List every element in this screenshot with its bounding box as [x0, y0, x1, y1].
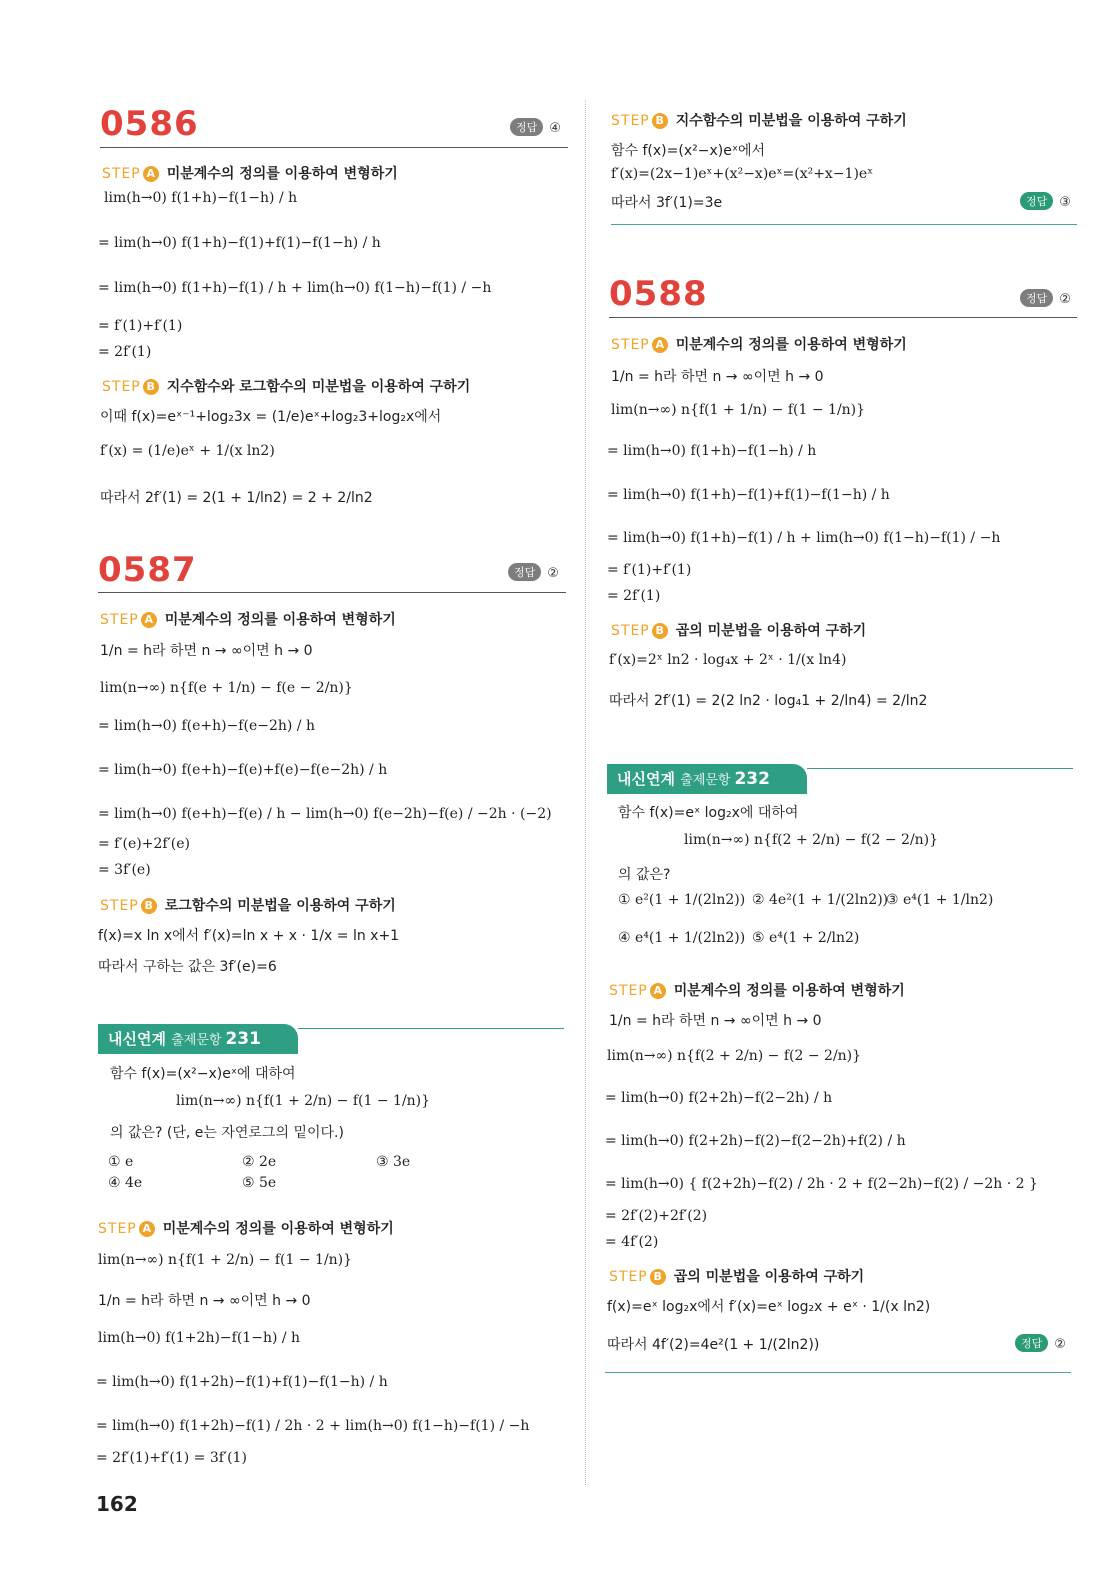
problem-number-0588: 0588	[609, 274, 708, 314]
math-line: f′(x) = (1/e)eˣ + 1/(x ln2)	[100, 443, 275, 459]
math-line: = lim(h→0) f(2+2h)−f(2)−f(2−2h)+f(2) / h	[605, 1133, 906, 1149]
math-line: = lim(h→0) f(e+h)−f(e) / h − lim(h→0) f(e−2h)−f(e) / −2h · (−2)	[98, 806, 552, 822]
section-end-rule	[605, 1372, 1071, 1373]
question-banner-232: 내신연계 출제문항 232	[607, 764, 807, 794]
math-line: = f′(1)+f′(1)	[98, 318, 183, 334]
math-line: = lim(h→0) f(2+2h)−f(2−2h) / h	[605, 1090, 833, 1106]
step-title: 지수함수의 미분법을 이용하여 구하기	[675, 113, 907, 129]
math-line: 따라서 2f′(1) = 2(2 ln2 · log₄1 + 2/ln4) = 2/ln2	[609, 693, 928, 709]
page-number: 162	[96, 1492, 138, 1516]
step-a-header: STEP A 미분계수의 정의를 이용하여 변형하기	[611, 337, 907, 353]
step-title: 곱의 미분법을 이용하여 구하기	[673, 1269, 865, 1285]
math-line: = lim(h→0) f(1+h)−f(1)+f(1)−f(1−h) / h	[98, 235, 381, 251]
step-b-header: STEP B 로그함수의 미분법을 이용하여 구하기	[100, 898, 396, 914]
question-stem: 함수 f(x)=eˣ log₂x에 대하여	[618, 805, 799, 821]
math-line: 1/n = h라 하면 n → ∞이면 h → 0	[611, 369, 824, 385]
answer-value: ③	[1059, 195, 1071, 210]
math-line: f′(x)=(2x−1)eˣ+(x²−x)eˣ=(x²+x−1)eˣ	[611, 166, 874, 182]
math-line: = f′(1)+f′(1)	[607, 562, 692, 578]
math-line: = lim(h→0) f(1+h)−f(1)+f(1)−f(1−h) / h	[607, 487, 890, 503]
step-title: 미분계수의 정의를 이용하여 변형하기	[164, 612, 396, 628]
question-ask: 의 값은?	[618, 867, 671, 883]
math-line: 따라서 구하는 값은 3f′(e)=6	[98, 959, 277, 975]
math-line: = 2f′(1)	[607, 588, 661, 604]
step-b-header: STEP B 곱의 미분법을 이용하여 구하기	[609, 1269, 865, 1285]
option-3: ③ 3e	[376, 1154, 411, 1170]
header-rule	[609, 317, 1077, 318]
math-line: = 2f′(2)+2f′(2)	[605, 1208, 708, 1224]
step-title: 미분계수의 정의를 이용하여 변형하기	[675, 337, 907, 353]
answer-label: 정답	[1015, 1334, 1048, 1352]
math-line: f(x)=x ln x에서 f′(x)=ln x + x · 1/x = ln x+1	[98, 928, 400, 944]
step-title: 미분계수의 정의를 이용하여 변형하기	[162, 1221, 394, 1237]
math-line: = lim(h→0) f(1+h)−f(1−h) / h	[607, 443, 817, 459]
math-line: 1/n = h라 하면 n → ∞이면 h → 0	[609, 1013, 822, 1029]
math-line: = lim(h→0) { f(2+2h)−f(2) / 2h · 2 + f(2−2h)−f(2) / −2h · 2 }	[605, 1176, 1038, 1192]
math-line: = lim(h→0) f(e+h)−f(e)+f(e)−f(e−2h) / h	[98, 762, 388, 778]
math-line: = 2f′(1)	[98, 344, 152, 360]
option-1: ① e²(1 + 1/(2ln2))	[618, 892, 746, 908]
banner-rule	[298, 1028, 564, 1029]
step-title: 지수함수와 로그함수의 미분법을 이용하여 구하기	[166, 379, 471, 395]
answer-0587-final	[1020, 192, 1071, 210]
step-a-header: STEP A 미분계수의 정의를 이용하여 변형하기	[102, 166, 398, 182]
header-rule	[100, 147, 568, 148]
math-line: f′(x)=2ˣ ln2 · log₄x + 2ˣ · 1/(x ln4)	[609, 652, 847, 668]
option-5: ⑤ e⁴(1 + 2/ln2)	[752, 930, 860, 946]
math-line: 따라서 2f′(1) = 2(1 + 1/ln2) = 2 + 2/ln2	[100, 490, 373, 506]
step-a-header: STEP A 미분계수의 정의를 이용하여 변형하기	[609, 983, 905, 999]
step-b-header: STEP B 곱의 미분법을 이용하여 구하기	[611, 623, 867, 639]
header-rule	[98, 592, 566, 593]
math-line: 1/n = h라 하면 n → ∞이면 h → 0	[98, 1293, 311, 1309]
step-title: 미분계수의 정의를 이용하여 변형하기	[673, 983, 905, 999]
problem-number-0587: 0587	[98, 550, 197, 590]
step-a-header: STEP A 미분계수의 정의를 이용하여 변형하기	[100, 612, 396, 628]
answer-label: 정답	[1020, 289, 1053, 307]
math-line: = 4f′(2)	[605, 1234, 659, 1250]
answer-0588	[1020, 289, 1071, 307]
problem-number-0586: 0586	[100, 104, 199, 144]
answer-0587	[508, 563, 559, 581]
math-line: 이때 f(x)=eˣ⁻¹+log₂3x = (1/e)eˣ+log₂3+log₂x에서	[100, 409, 442, 425]
question-expr: lim(n→∞) n{f(2 + 2/n) − f(2 − 2/n)}	[684, 832, 939, 848]
math-line: = lim(h→0) f(1+2h)−f(1)+f(1)−f(1−h) / h	[96, 1374, 388, 1390]
math-line: 1/n = h라 하면 n → ∞이면 h → 0	[100, 643, 313, 659]
answer-label: 정답	[1020, 192, 1053, 210]
option-1: ① e	[108, 1154, 134, 1170]
math-line: lim(h→0) f(1+2h)−f(1−h) / h	[98, 1330, 301, 1346]
answer-value: ②	[547, 566, 559, 581]
math-line: = lim(h→0) f(1+h)−f(1) / h + lim(h→0) f(1−h)−f(1) / −h	[607, 530, 1001, 546]
math-line: = lim(h→0) f(1+2h)−f(1) / 2h · 2 + lim(h→0) f(1−h)−f(1) / −h	[96, 1418, 530, 1434]
math-line: = lim(h→0) f(e+h)−f(e−2h) / h	[98, 718, 315, 734]
answer-value: ②	[1054, 1337, 1066, 1352]
option-4: ④ e⁴(1 + 1/(2ln2))	[618, 930, 746, 946]
step-title: 로그함수의 미분법을 이용하여 구하기	[164, 898, 396, 914]
step-b-header: STEP B 지수함수의 미분법을 이용하여 구하기	[611, 113, 907, 129]
math-line: 따라서 4f′(2)=4e²(1 + 1/(2ln2))	[607, 1337, 820, 1353]
math-line: = lim(h→0) f(1+h)−f(1) / h + lim(h→0) f(1−h)−f(1) / −h	[98, 280, 492, 296]
question-stem: 함수 f(x)=(x²−x)eˣ에 대하여	[110, 1066, 296, 1082]
math-line: = 3f′(e)	[98, 862, 151, 878]
math-line: lim(n→∞) n{f(1 + 2/n) − f(1 − 1/n)}	[98, 1252, 353, 1268]
math-line: lim(n→∞) n{f(1 + 1/n) − f(1 − 1/n)}	[611, 402, 866, 418]
math-line: 따라서 3f′(1)=3e	[611, 195, 723, 211]
math-line: lim(n→∞) n{f(e + 1/n) − f(e − 2/n)}	[100, 680, 353, 696]
column-divider	[585, 100, 586, 1485]
math-line: lim(h→0) f(1+h)−f(1−h) / h	[104, 190, 298, 206]
question-expr: lim(n→∞) n{f(1 + 2/n) − f(1 − 1/n)}	[176, 1093, 431, 1109]
option-2: ② 2e	[242, 1154, 277, 1170]
question-banner-231: 내신연계 출제문항 231	[98, 1024, 298, 1054]
math-line: f(x)=eˣ log₂x에서 f′(x)=eˣ log₂x + eˣ · 1/(x ln2)	[607, 1299, 931, 1315]
banner-rule	[807, 768, 1073, 769]
step-a-header: STEP A 미분계수의 정의를 이용하여 변형하기	[98, 1221, 394, 1237]
math-line: = 2f′(1)+f′(1) = 3f′(1)	[96, 1450, 247, 1466]
question-ask: 의 값은? (단, e는 자연로그의 밑이다.)	[110, 1125, 344, 1141]
option-3: ③ e⁴(1 + 1/ln2)	[886, 892, 994, 908]
answer-label: 정답	[510, 118, 543, 136]
math-line: = f′(e)+2f′(e)	[98, 836, 190, 852]
option-4: ④ 4e	[108, 1175, 143, 1191]
step-title: 미분계수의 정의를 이용하여 변형하기	[166, 166, 398, 182]
step-title: 곱의 미분법을 이용하여 구하기	[675, 623, 867, 639]
answer-value: ④	[549, 121, 561, 136]
answer-232	[1015, 1334, 1066, 1352]
answer-label: 정답	[508, 563, 541, 581]
step-b-header: STEP B 지수함수와 로그함수의 미분법을 이용하여 구하기	[102, 379, 471, 395]
math-line: 함수 f(x)=(x²−x)eˣ에서	[611, 143, 766, 159]
math-line: lim(n→∞) n{f(2 + 2/n) − f(2 − 2/n)}	[607, 1048, 862, 1064]
option-5: ⑤ 5e	[242, 1175, 277, 1191]
section-end-rule	[611, 224, 1077, 225]
answer-value: ②	[1059, 292, 1071, 307]
option-2: ② 4e²(1 + 1/(2ln2))	[752, 892, 889, 908]
answer-0586	[510, 118, 561, 136]
